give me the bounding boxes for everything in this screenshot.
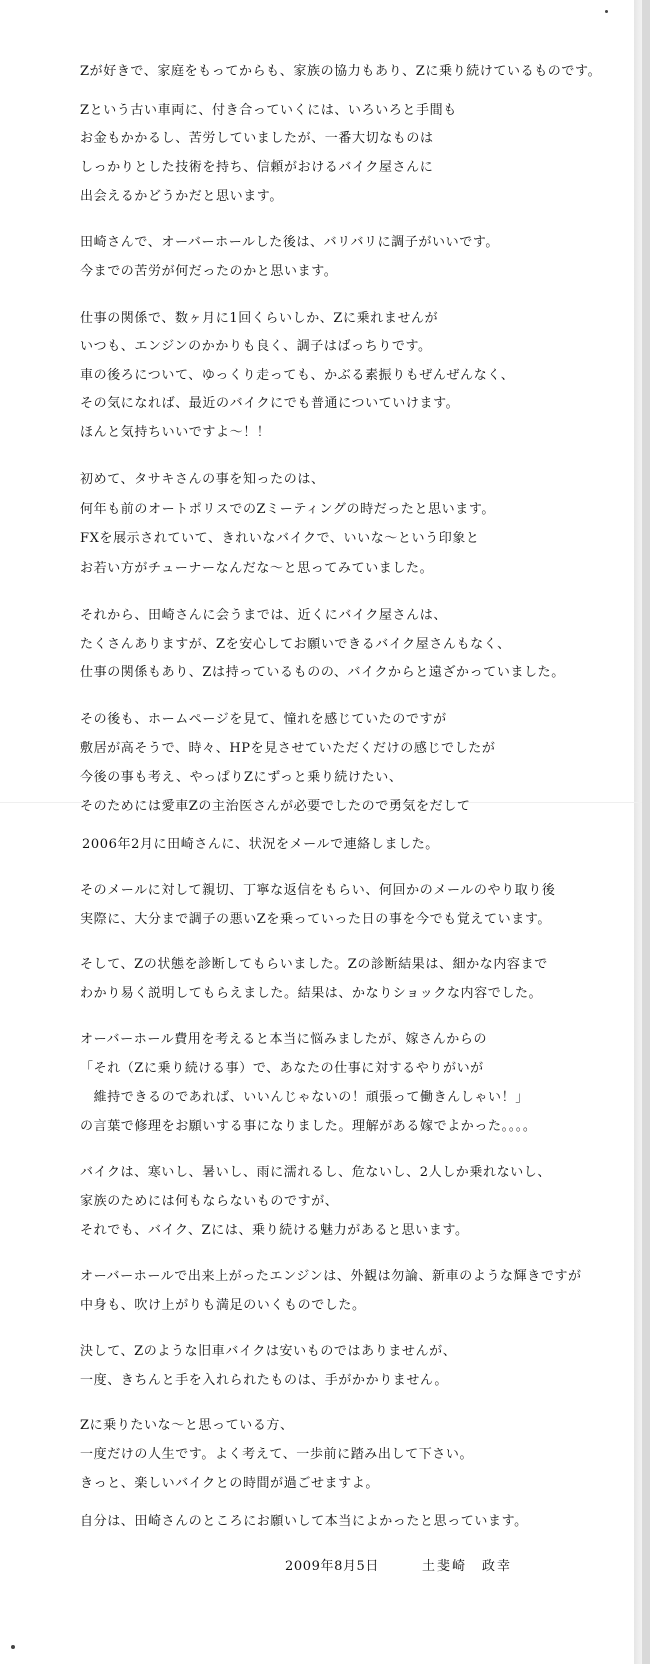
letter-line: 決して、Zのような旧車バイクは安いものではありませんが、 — [80, 1344, 457, 1359]
letter-line: オーバーホールで出来上がったエンジンは、外観は勿論、新車のような輝きですが — [80, 1269, 582, 1284]
letter-line: わかり易く説明してもらえました。結果は、かなりショックな内容でした。 — [80, 986, 543, 1001]
scan-dust-mark — [11, 1645, 15, 1649]
letter-line: それから、田崎さんに会うまでは、近くにバイク屋さんは、 — [80, 608, 447, 623]
letter-line: バイクは、寒いし、暑いし、雨に濡れるし、危ないし、2人しか乗れないし、 — [80, 1165, 552, 1180]
letter-line: の言葉で修理をお願いする事になりました。理解がある嫁でよかった。。。。 — [80, 1119, 537, 1134]
letter-line: そのメールに対して親切、丁寧な返信をもらい、何回かのメールのやり取り後 — [80, 883, 556, 898]
letter-line: しっかりとした技術を持ち、信頼がおけるバイク屋さんに — [80, 160, 434, 175]
letter-date: 2009年8月5日 — [285, 1559, 380, 1574]
letter-line: 今後の事も考え、やっぱりZにずっと乗り続けたい、 — [80, 770, 403, 785]
letter-line: 敷居が高そうで、時々、HPを見させていただくだけの感じでしたが — [80, 741, 496, 756]
letter-line: その気になれば、最近のバイクにでも普通についていけます。 — [80, 396, 460, 411]
letter-line: FXを展示されていて、きれいなバイクで、いいな～という印象と — [80, 531, 480, 546]
letter-line: 一度、きちんと手を入れられたものは、手がかかりません。 — [80, 1373, 448, 1388]
letter-line: Zという古い車両に、付き合っていくには、いろいろと手間も — [80, 103, 457, 118]
letter-line: ほんと気持ちいいですよ～！！ — [80, 425, 271, 440]
letter-line: オーバーホール費用を考えると本当に悩みましたが、嫁さんからの — [80, 1032, 488, 1047]
letter-line: お金もかかるし、苦労していましたが、一番大切なものは — [80, 131, 434, 146]
letter-line: 2006年2月に田崎さんに、状況をメールで連絡しました。 — [82, 837, 439, 852]
letter-line: 実際に、大分まで調子の悪いZを乗っていった日の事を今でも覚えています。 — [80, 912, 551, 927]
letter-line: その後も、ホームページを見て、憧れを感じていたのですが — [80, 712, 447, 727]
letter-line: 出会えるかどうかだと思います。 — [80, 189, 283, 204]
letter-line: きっと、楽しいバイクとの時間が過ごせますよ。 — [80, 1476, 379, 1491]
letter-line: 仕事の関係で、数ヶ月に1回くらいしか、Zに乗れませんが — [80, 311, 439, 326]
letter-line: いつも、エンジンのかかりも良く、調子はばっちりです。 — [80, 339, 432, 354]
scan-edge — [634, 0, 642, 1664]
letter-line: Zが好きで、家庭をもってからも、家族の協力もあり、Zに乗り続けているものです。 — [80, 64, 602, 79]
scan-dust-mark — [605, 10, 608, 13]
letter-line: そして、Zの状態を診断してもらいました。Zの診断結果は、細かな内容まで — [80, 957, 548, 972]
letter-line: 維持できるのであれば、いいんじゃないの！頑張って働きんしゃい！」 — [80, 1090, 529, 1105]
letter-author: 土斐崎 政幸 — [422, 1559, 513, 1574]
letter-line: そのためには愛車Zの主治医さんが必要でしたので勇気をだして — [80, 799, 471, 814]
letter-line: 「それ（Zに乗り続ける事）で、あなたの仕事に対するやりがいが — [80, 1061, 484, 1076]
letter-line: 何年も前のオートポリスでのZミーティングの時だったと思います。 — [80, 502, 496, 517]
letter-line: 家族のためには何もならないものですが、 — [80, 1194, 339, 1209]
letter-line: 一度だけの人生です。よく考えて、一歩前に踏み出して下さい。 — [80, 1447, 474, 1462]
letter-line: 初めて、タサキさんの事を知ったのは、 — [80, 472, 325, 487]
letter-line: 自分は、田崎さんのところにお願いして本当によかったと思っています。 — [80, 1514, 528, 1529]
letter-line: Zに乗りたいな～と思っている方、 — [80, 1418, 294, 1433]
letter-line: お若い方がチューナーなんだな～と思ってみていました。 — [80, 561, 434, 576]
letter-line: それでも、バイク、Zには、乗り続ける魅力があると思います。 — [80, 1223, 469, 1238]
letter-line: 中身も、吹け上がりも満足のいくものでした。 — [80, 1298, 366, 1313]
letter-line: 今までの苦労が何だったのかと思います。 — [80, 264, 338, 279]
letter-line: 田崎さんで、オーバーホールした後は、バリバリに調子がいいです。 — [80, 235, 500, 250]
letter-line: たくさんありますが、Zを安心してお願いできるバイク屋さんもなく、 — [80, 637, 511, 652]
letter-line: 仕事の関係もあり、Zは持っているものの、バイクからと遠ざかっていました。 — [80, 665, 565, 680]
letter-line: 車の後ろについて、ゆっくり走っても、かぶる素振りもぜんぜんなく、 — [80, 368, 515, 383]
